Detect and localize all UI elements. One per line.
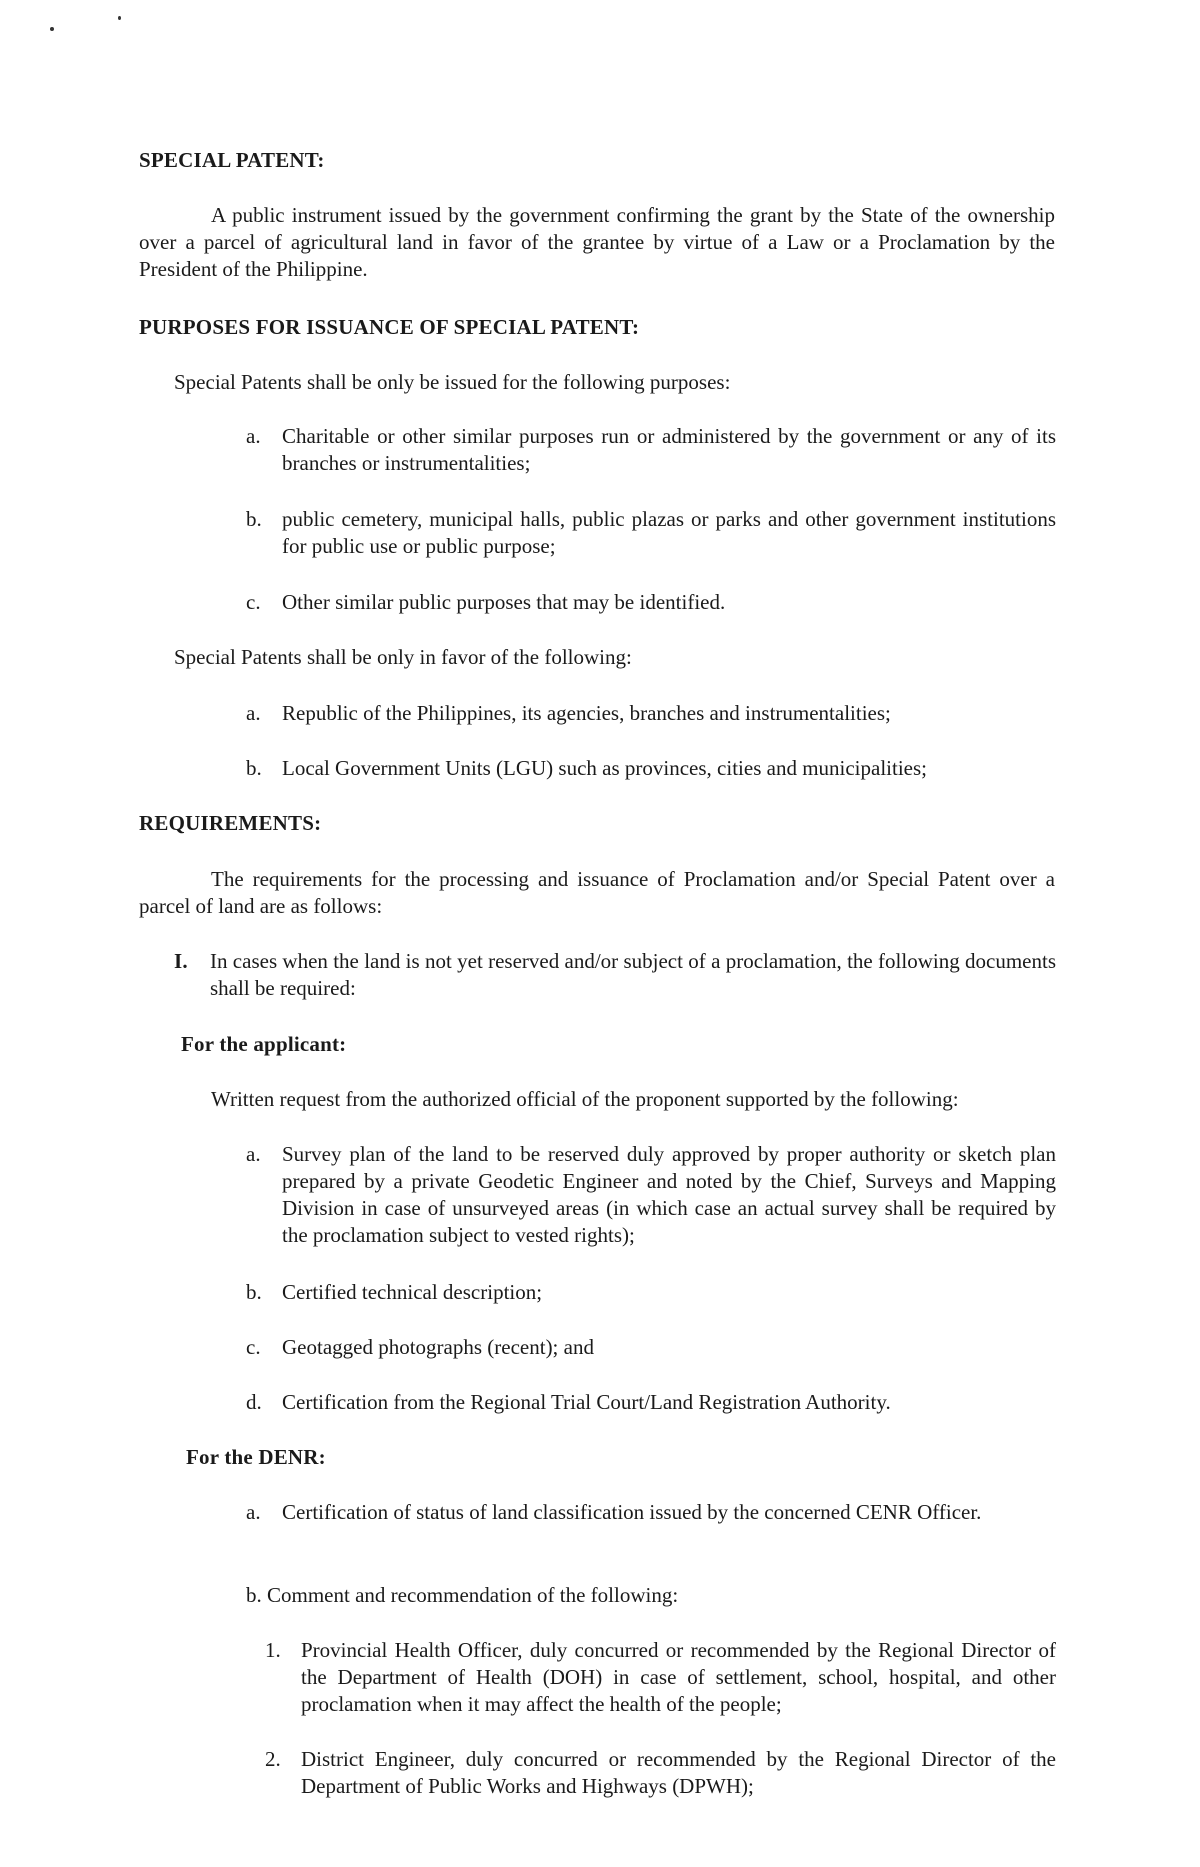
favor-intro: Special Patents shall be only in favor of the following: [174, 645, 632, 669]
case-one-text: In cases when the land is not yet reserved and/or subject of a proclamation, the following documents shall be required: [210, 949, 1056, 1000]
favor-item-a [246, 700, 1056, 727]
applicant-item-b [246, 1279, 1056, 1306]
denr-sub-item-text: Provincial Health Officer, duly concurred or recommended by the Regional Director of the Department of Health (DOH) in case of settlement, school, hospital, and other proclamation when it may affect the health of the people; [301, 1638, 1056, 1716]
denr-sub-item-text: District Engineer, duly concurred or recommended by the Regional Director of the Department of Public Works and Highways (DPWH); [301, 1747, 1056, 1798]
favor-item-marker: a. [246, 701, 261, 725]
applicant-item-text: Geotagged photographs (recent); and [282, 1335, 594, 1359]
denr-sub-item-1 [265, 1637, 1056, 1718]
favor-item-b [246, 755, 1056, 782]
favor-item-text: Local Government Units (LGU) such as provinces, cities and municipalities; [282, 756, 928, 780]
purpose-item-marker: a. [246, 424, 261, 448]
requirements-heading: REQUIREMENTS: [139, 811, 322, 835]
applicant-item-text: Certification from the Regional Trial Court/Land Registration Authority. [282, 1390, 891, 1414]
purpose-item-marker: b. [246, 507, 262, 531]
case-one [174, 948, 1056, 1002]
scan-speck [50, 27, 54, 31]
denr-sub-item-2 [265, 1746, 1056, 1800]
applicant-item-d [246, 1389, 1056, 1416]
applicant-item-text: Survey plan of the land to be reserved duly approved by proper authority or sketch plan prepared by a private Geodetic Engineer and noted by the Chief, Surveys and Mapping Division in case of unsurveyed areas (in which case an actual survey shall be required by the proclamation subject to vested rights); [282, 1142, 1056, 1247]
denr-sub-item-marker: 1. [265, 1638, 281, 1662]
applicant-intro: Written request from the authorized official of the proponent supported by the following: [211, 1087, 959, 1111]
applicant-item-c [246, 1334, 1056, 1361]
denr-item-b: b. Comment and recommendation of the following: [246, 1583, 679, 1607]
case-one-marker: I. [174, 949, 188, 973]
scan-speck [118, 16, 121, 20]
special-patent-definition: A public instrument issued by the government confirming the grant by the State of the ownership over a parcel of agricultural land in favor of the grantee by virtue of a Law or a Proclamation by the President of the Philippine. [139, 203, 1055, 281]
applicant-item-text: Certified technical description; [282, 1280, 543, 1304]
purposes-heading: PURPOSES FOR ISSUANCE OF SPECIAL PATENT: [139, 315, 640, 339]
purpose-item-text: Other similar public purposes that may be identified. [282, 590, 726, 614]
purpose-item-a [246, 423, 1056, 477]
purpose-item-text: Charitable or other similar purposes run or administered by the government or any of its branches or instrumentalities; [282, 424, 1056, 475]
denr-item-marker: a. [246, 1500, 261, 1524]
purpose-item-text: public cemetery, municipal halls, public plazas or parks and other government institutions for public use or public purpose; [282, 507, 1056, 558]
denr-heading: For the DENR: [186, 1445, 326, 1469]
applicant-heading: For the applicant: [181, 1032, 347, 1056]
purpose-item-c [246, 589, 1056, 616]
applicant-item-marker: d. [246, 1390, 262, 1414]
applicant-item-marker: a. [246, 1142, 261, 1166]
applicant-item-marker: c. [246, 1335, 261, 1359]
denr-item-a [246, 1499, 1056, 1526]
purpose-item-marker: c. [246, 590, 261, 614]
applicant-item-a [246, 1141, 1056, 1249]
purpose-item-b [246, 506, 1056, 560]
favor-item-marker: b. [246, 756, 262, 780]
denr-item-text: Certification of status of land classification issued by the concerned CENR Officer. [282, 1500, 982, 1524]
favor-item-text: Republic of the Philippines, its agencies, branches and instrumentalities; [282, 701, 891, 725]
denr-sub-item-marker: 2. [265, 1747, 281, 1771]
special-patent-heading: SPECIAL PATENT: [139, 148, 325, 172]
purposes-intro: Special Patents shall be only be issued for the following purposes: [174, 370, 731, 394]
requirements-intro: The requirements for the processing and issuance of Proclamation and/or Special Patent over a parcel of land are as follows: [139, 867, 1055, 918]
applicant-item-marker: b. [246, 1280, 262, 1304]
